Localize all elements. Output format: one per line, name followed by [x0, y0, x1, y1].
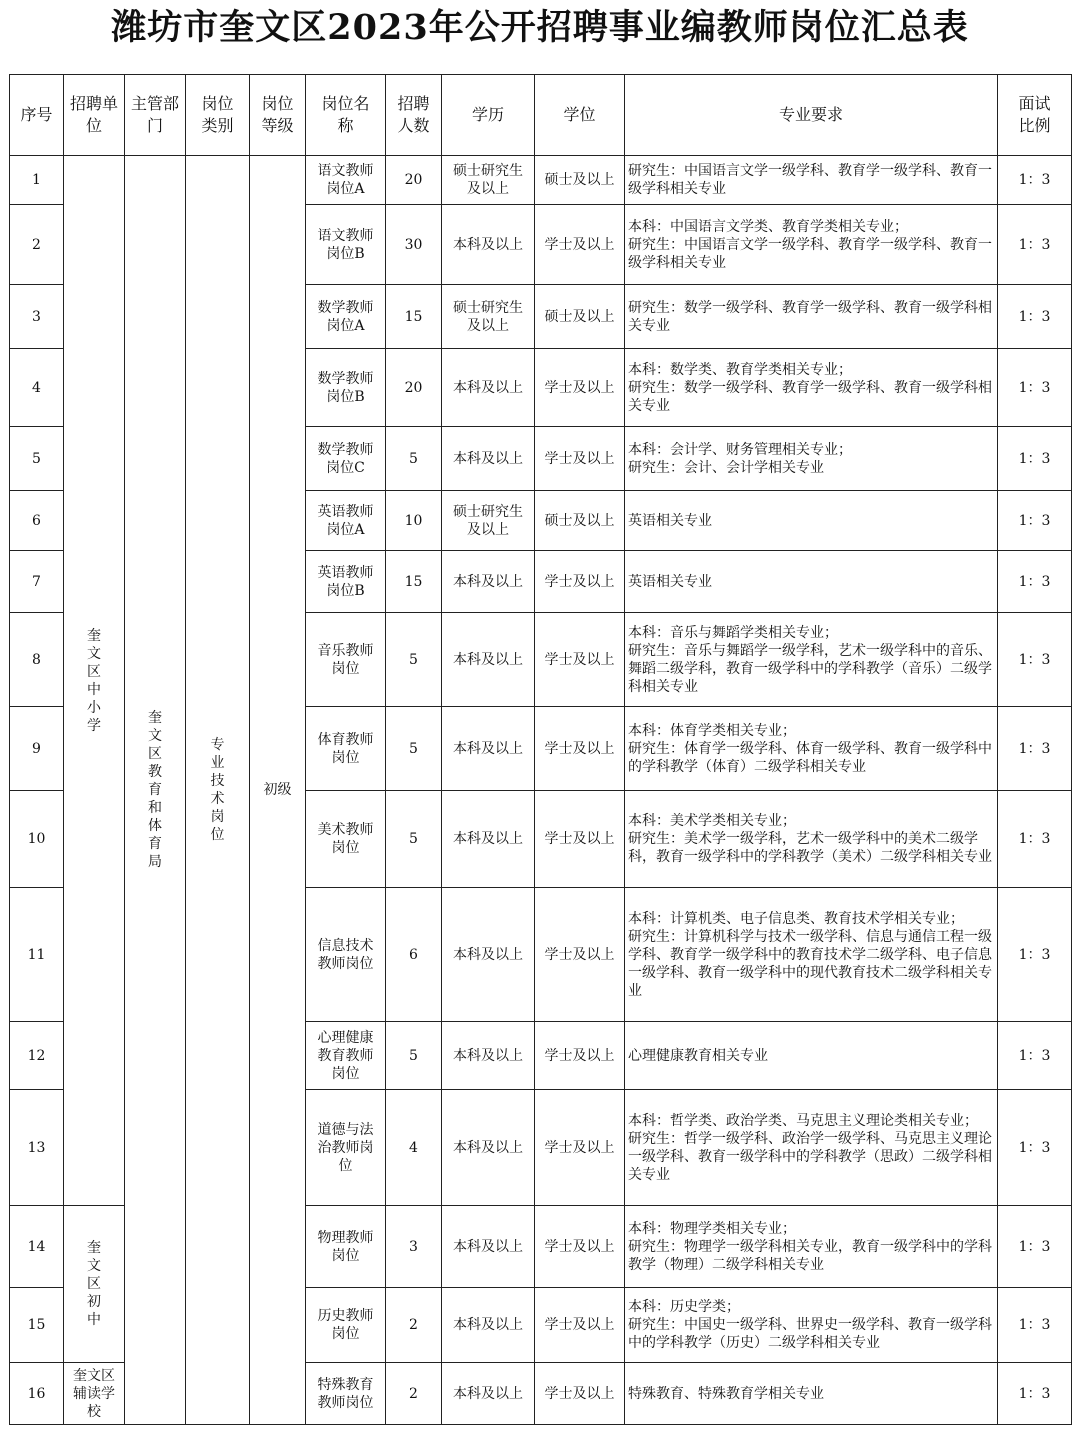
- cell-seq: 16: [10, 1363, 64, 1425]
- major-text: 本科：计算机类、电子信息类、教育技术学相关专业； 研究生：计算机科学与技术一级学科、信息与通信工程一级学科、教育学一级学科中的教育技术学二级学科、电子信息一级学科、教育一级学科中的现代教育技术二级学科相关专业: [628, 910, 992, 999]
- cell-major: [625, 285, 998, 349]
- cell-major: [625, 1022, 998, 1090]
- cell-degree: 学士及以上: [535, 791, 625, 888]
- major-text: 英语相关专业: [628, 512, 712, 529]
- cell-degree: 硕士及以上: [535, 156, 625, 205]
- major-text: 研究生：数学一级学科、教育学一级学科、教育一级学科相关专业: [628, 299, 992, 334]
- cell-post: 语文教师岗位B: [306, 205, 386, 285]
- cell-education: 硕士研究生及以上: [442, 156, 535, 205]
- cell-count: 20: [386, 349, 442, 427]
- header-post: 岗位名称: [306, 75, 386, 156]
- cell-post: 物理教师岗位: [306, 1206, 386, 1288]
- header-ratio: 面试比例: [998, 75, 1072, 156]
- cell-major: [625, 1090, 998, 1206]
- major-text: 本科：物理学类相关专业； 研究生：物理学一级学科相关专业，教育一级学科中的学科教学（物理）二级学科相关专业: [628, 1220, 992, 1273]
- cell-post: 体育教师岗位: [306, 707, 386, 791]
- positions-table: [9, 74, 1072, 1425]
- cell-post: 心理健康教育教师岗位: [306, 1022, 386, 1090]
- cell-degree: 学士及以上: [535, 1363, 625, 1425]
- cell-major: [625, 349, 998, 427]
- major-text: 本科：数学类、教育学类相关专业； 研究生：数学一级学科、教育学一级学科、教育一级学科相关专业: [628, 361, 992, 414]
- cell-post: 英语教师岗位A: [306, 491, 386, 551]
- level-cell: 初级: [250, 156, 306, 1425]
- cell-ratio: 1：3: [998, 888, 1072, 1022]
- cell-education: 本科及以上: [442, 427, 535, 491]
- cell-education: 本科及以上: [442, 1363, 535, 1425]
- cell-post: 数学教师岗位A: [306, 285, 386, 349]
- major-text: 特殊教育、特殊教育学相关专业: [628, 1385, 824, 1402]
- major-text: 本科：中国语言文学类、教育学类相关专业； 研究生：中国语言文学一级学科、教育学一级学科、教育一级学科相关专业: [628, 218, 992, 271]
- dept-label: 奎文区教育和体育局: [148, 710, 162, 870]
- cell-major: [625, 791, 998, 888]
- cell-degree: 学士及以上: [535, 707, 625, 791]
- cell-count: 5: [386, 427, 442, 491]
- cell-major: [625, 707, 998, 791]
- cell-post: 美术教师岗位: [306, 791, 386, 888]
- cell-count: 5: [386, 1022, 442, 1090]
- cell-seq: 13: [10, 1090, 64, 1206]
- cell-post: 特殊教育教师岗位: [306, 1363, 386, 1425]
- cell-count: 2: [386, 1288, 442, 1363]
- major-text: 本科：会计学、财务管理相关专业； 研究生：会计、会计学相关专业: [628, 441, 852, 476]
- cell-seq: 9: [10, 707, 64, 791]
- cell-count: 30: [386, 205, 442, 285]
- header-education: 学历: [442, 75, 535, 156]
- cell-seq: 6: [10, 491, 64, 551]
- cell-post: 数学教师岗位B: [306, 349, 386, 427]
- cell-degree: 学士及以上: [535, 1288, 625, 1363]
- cell-education: 本科及以上: [442, 551, 535, 613]
- cell-major: [625, 1363, 998, 1425]
- unit-special-cell: 奎文区辅读学校: [64, 1363, 125, 1425]
- cell-education: 本科及以上: [442, 707, 535, 791]
- cell-education: 本科及以上: [442, 1206, 535, 1288]
- major-text: 本科：音乐与舞蹈学类相关专业； 研究生：音乐与舞蹈学一级学科，艺术一级学科中的音乐、舞蹈二级学科，教育一级学科中的学科教学（音乐）二级学科相关专业: [628, 624, 992, 695]
- header-level: 岗位等级: [250, 75, 306, 156]
- category-label: 专业技术岗位: [210, 737, 225, 843]
- cell-seq: 5: [10, 427, 64, 491]
- cell-major: [625, 1288, 998, 1363]
- cell-ratio: 1：3: [998, 707, 1072, 791]
- header-count: 招聘人数: [386, 75, 442, 156]
- cell-major: [625, 491, 998, 551]
- cell-post: 语文教师岗位A: [306, 156, 386, 205]
- cell-ratio: 1：3: [998, 1206, 1072, 1288]
- cell-post: 历史教师岗位: [306, 1288, 386, 1363]
- cell-degree: 学士及以上: [535, 613, 625, 707]
- cell-ratio: 1：3: [998, 613, 1072, 707]
- cell-post: 数学教师岗位C: [306, 427, 386, 491]
- cell-degree: 学士及以上: [535, 888, 625, 1022]
- cell-count: 15: [386, 285, 442, 349]
- dept-cell: [125, 156, 186, 1425]
- cell-degree: 硕士及以上: [535, 491, 625, 551]
- cell-count: 5: [386, 707, 442, 791]
- cell-degree: 学士及以上: [535, 427, 625, 491]
- cell-major: [625, 888, 998, 1022]
- cell-degree: 学士及以上: [535, 1206, 625, 1288]
- cell-seq: 2: [10, 205, 64, 285]
- cell-post: 音乐教师岗位: [306, 613, 386, 707]
- category-cell: [186, 156, 250, 1425]
- cell-count: 2: [386, 1363, 442, 1425]
- cell-count: 5: [386, 791, 442, 888]
- major-text: 心理健康教育相关专业: [628, 1047, 768, 1064]
- cell-seq: 14: [10, 1206, 64, 1288]
- cell-seq: 11: [10, 888, 64, 1022]
- header-major: 专业要求: [625, 75, 998, 156]
- cell-count: 4: [386, 1090, 442, 1206]
- cell-post: 信息技术教师岗位: [306, 888, 386, 1022]
- cell-ratio: 1：3: [998, 1288, 1072, 1363]
- cell-seq: 8: [10, 613, 64, 707]
- cell-count: 15: [386, 551, 442, 613]
- unit-junior-cell: [64, 1206, 125, 1363]
- header-row: [10, 75, 1072, 156]
- cell-education: 本科及以上: [442, 791, 535, 888]
- cell-ratio: 1：3: [998, 427, 1072, 491]
- cell-seq: 4: [10, 349, 64, 427]
- cell-ratio: 1：3: [998, 491, 1072, 551]
- unit-junior-label: 奎文区初中: [87, 1240, 101, 1328]
- cell-education: 本科及以上: [442, 613, 535, 707]
- header-dept: 主管部门: [125, 75, 186, 156]
- cell-ratio: 1：3: [998, 1090, 1072, 1206]
- major-text: 英语相关专业: [628, 573, 712, 590]
- cell-degree: 学士及以上: [535, 349, 625, 427]
- cell-major: [625, 156, 998, 205]
- cell-count: 3: [386, 1206, 442, 1288]
- cell-seq: 1: [10, 156, 64, 205]
- header-degree: 学位: [535, 75, 625, 156]
- cell-ratio: 1：3: [998, 791, 1072, 888]
- cell-ratio: 1：3: [998, 205, 1072, 285]
- cell-major: [625, 613, 998, 707]
- cell-major: [625, 551, 998, 613]
- cell-post: 英语教师岗位B: [306, 551, 386, 613]
- major-text: 本科：美术学类相关专业； 研究生：美术学一级学科，艺术一级学科中的美术二级学科，教育一级学科中的学科教学（美术）二级学科相关专业: [628, 813, 992, 865]
- header-seq: 序号: [10, 75, 64, 156]
- major-text: 研究生：中国语言文学一级学科、教育学一级学科、教育一级学科相关专业: [628, 163, 992, 197]
- cell-education: 本科及以上: [442, 1090, 535, 1206]
- header-unit: 招聘单位: [64, 75, 125, 156]
- cell-degree: 硕士及以上: [535, 285, 625, 349]
- cell-education: 本科及以上: [442, 888, 535, 1022]
- cell-ratio: 1：3: [998, 349, 1072, 427]
- cell-education: 本科及以上: [442, 1288, 535, 1363]
- cell-seq: 7: [10, 551, 64, 613]
- major-text: 本科：历史学类； 研究生：中国史一级学科、世界史一级学科、教育一级学科中的学科教学（历史）二级学科相关专业: [628, 1299, 992, 1351]
- cell-post: 道德与法治教师岗位: [306, 1090, 386, 1206]
- major-text: 本科：哲学类、政治学类、马克思主义理论类相关专业； 研究生：哲学一级学科、政治学一级学科、马克思主义理论一级学科、教育一级学科中的学科教学（思政）二级学科相关专业: [628, 1112, 992, 1183]
- cell-education: 本科及以上: [442, 205, 535, 285]
- cell-ratio: 1：3: [998, 1363, 1072, 1425]
- cell-seq: 10: [10, 791, 64, 888]
- cell-seq: 12: [10, 1022, 64, 1090]
- cell-seq: 15: [10, 1288, 64, 1363]
- cell-count: 10: [386, 491, 442, 551]
- cell-ratio: 1：3: [998, 156, 1072, 205]
- cell-ratio: 1：3: [998, 1022, 1072, 1090]
- cell-count: 5: [386, 613, 442, 707]
- cell-count: 20: [386, 156, 442, 205]
- page-title: 潍坊市奎文区2023年公开招聘事业编教师岗位汇总表: [111, 7, 969, 48]
- cell-seq: 3: [10, 285, 64, 349]
- unit-primary-label: 奎文区中小学: [87, 627, 101, 734]
- header-category: 岗位类别: [186, 75, 250, 156]
- cell-education: 硕士研究生及以上: [442, 491, 535, 551]
- table-row: [10, 156, 1072, 205]
- cell-education: 硕士研究生及以上: [442, 285, 535, 349]
- cell-degree: 学士及以上: [535, 205, 625, 285]
- cell-major: [625, 205, 998, 285]
- cell-ratio: 1：3: [998, 285, 1072, 349]
- cell-education: 本科及以上: [442, 1022, 535, 1090]
- cell-major: [625, 1206, 998, 1288]
- major-text: 本科：体育学类相关专业； 研究生：体育学一级学科、体育一级学科、教育一级学科中的学科教学（体育）二级学科相关专业: [628, 722, 992, 775]
- unit-primary-cell: [64, 156, 125, 1206]
- cell-degree: 学士及以上: [535, 1022, 625, 1090]
- cell-degree: 学士及以上: [535, 1090, 625, 1206]
- cell-ratio: 1：3: [998, 551, 1072, 613]
- cell-degree: 学士及以上: [535, 551, 625, 613]
- cell-education: 本科及以上: [442, 349, 535, 427]
- cell-major: [625, 427, 998, 491]
- cell-count: 6: [386, 888, 442, 1022]
